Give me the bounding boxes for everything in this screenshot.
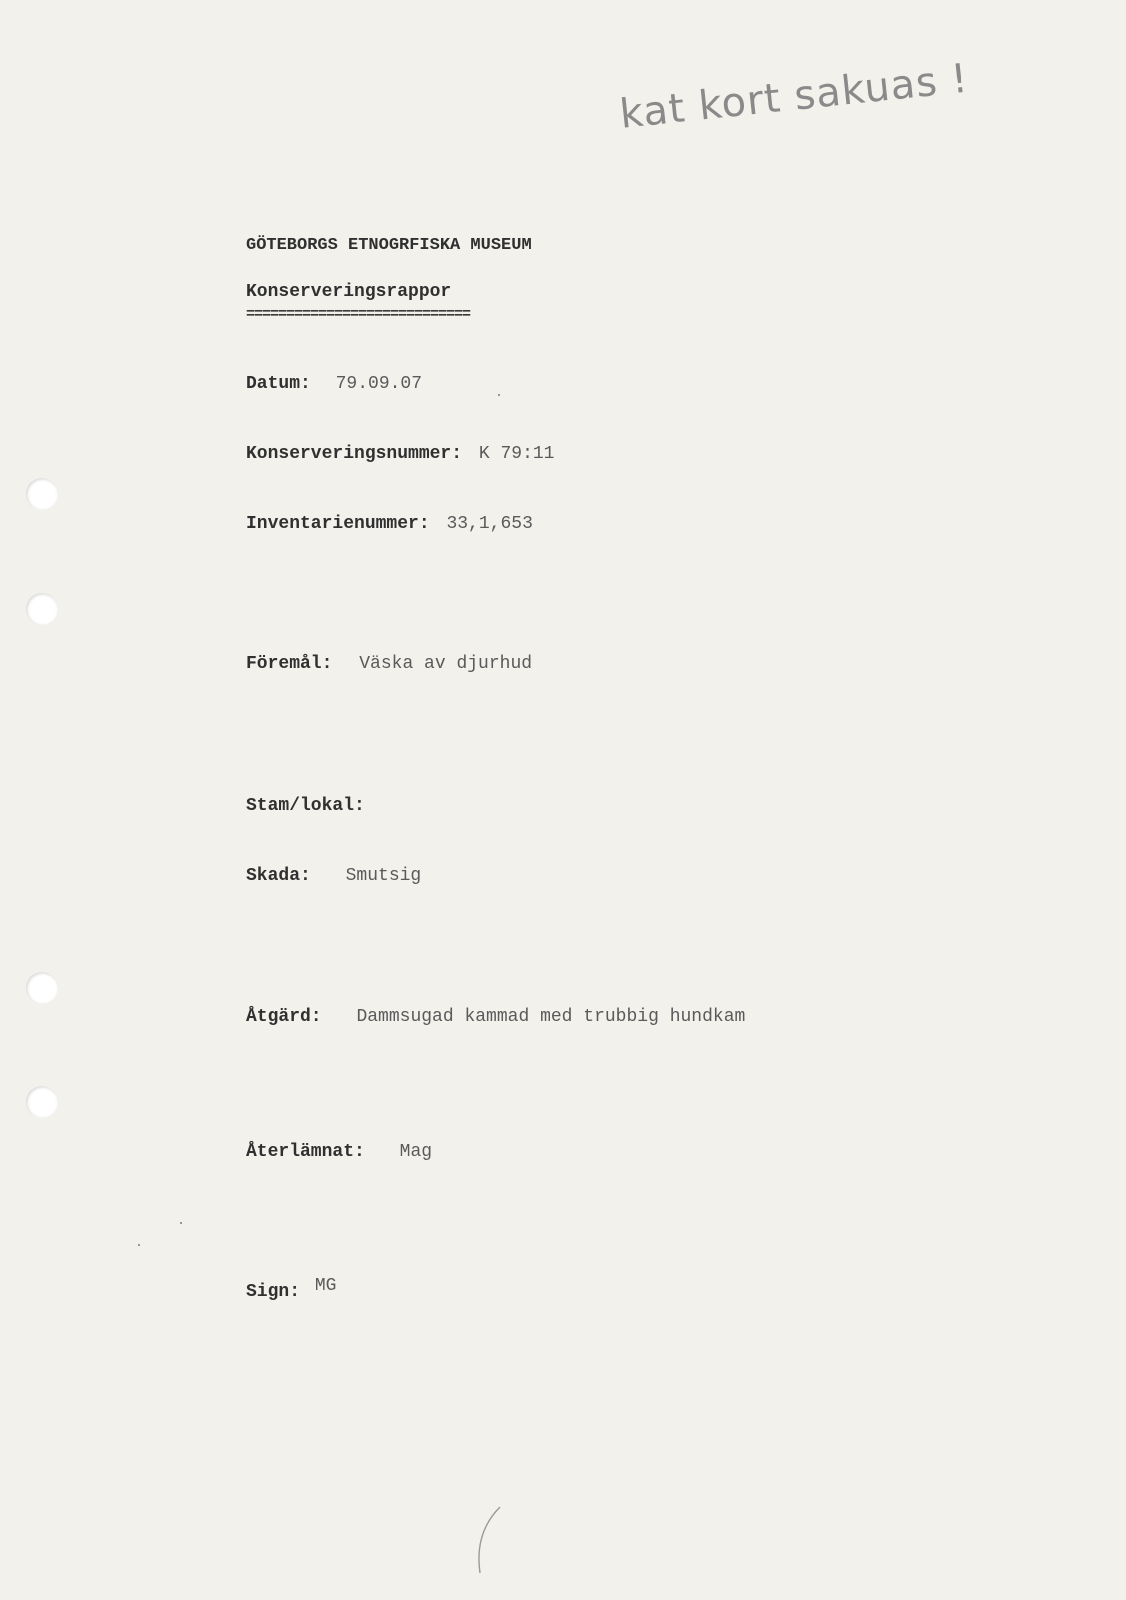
field-konserveringsnummer [246, 444, 554, 464]
field-value: K 79:11 [478, 444, 555, 464]
museum-title: GÖTEBORGS ETNOGRFISKA MUSEUM [246, 236, 532, 255]
field-sign [246, 1276, 337, 1302]
field-atgard [246, 1007, 745, 1027]
handwritten-note: kat kort sakuas ! [617, 55, 971, 138]
field-label: Sign: [246, 1282, 301, 1302]
field-value: 79.09.07 [335, 374, 423, 394]
field-label: Datum: [246, 374, 311, 394]
field-inventarienummer [246, 514, 533, 534]
field-skada [246, 866, 421, 886]
field-label: Inventarienummer: [246, 514, 430, 534]
field-label: Konserveringsnummer: [246, 444, 463, 464]
field-value: Smutsig [345, 866, 422, 886]
field-value: MG [314, 1276, 337, 1296]
title-underline: ============================ [246, 306, 471, 323]
paper-speck [138, 1244, 140, 1246]
paper-speck [498, 394, 500, 396]
punch-hole [26, 972, 58, 1004]
punch-hole [26, 593, 58, 625]
field-value: 33,1,653 [446, 514, 533, 534]
field-label: Skada: [246, 866, 311, 886]
field-value: Dammsugad kammad med trubbig hundkam [356, 1007, 746, 1027]
field-datum [246, 374, 422, 394]
punch-hole [26, 1086, 58, 1118]
field-value: Mag [399, 1142, 433, 1162]
field-label: Stam/lokal: [246, 796, 365, 816]
field-value: Väska av djurhud [359, 654, 533, 674]
field-aterlamnat [246, 1142, 432, 1162]
field-label: Återlämnat: [246, 1142, 365, 1162]
punch-hole [26, 478, 58, 510]
field-label: Föremål: [246, 654, 333, 674]
field-stam-lokal [246, 796, 365, 816]
field-foremal [246, 654, 532, 674]
report-title: Konserveringsrappor [246, 282, 452, 302]
pencil-mark [470, 1505, 510, 1575]
field-label: Åtgärd: [246, 1007, 322, 1027]
paper-speck [180, 1222, 182, 1224]
